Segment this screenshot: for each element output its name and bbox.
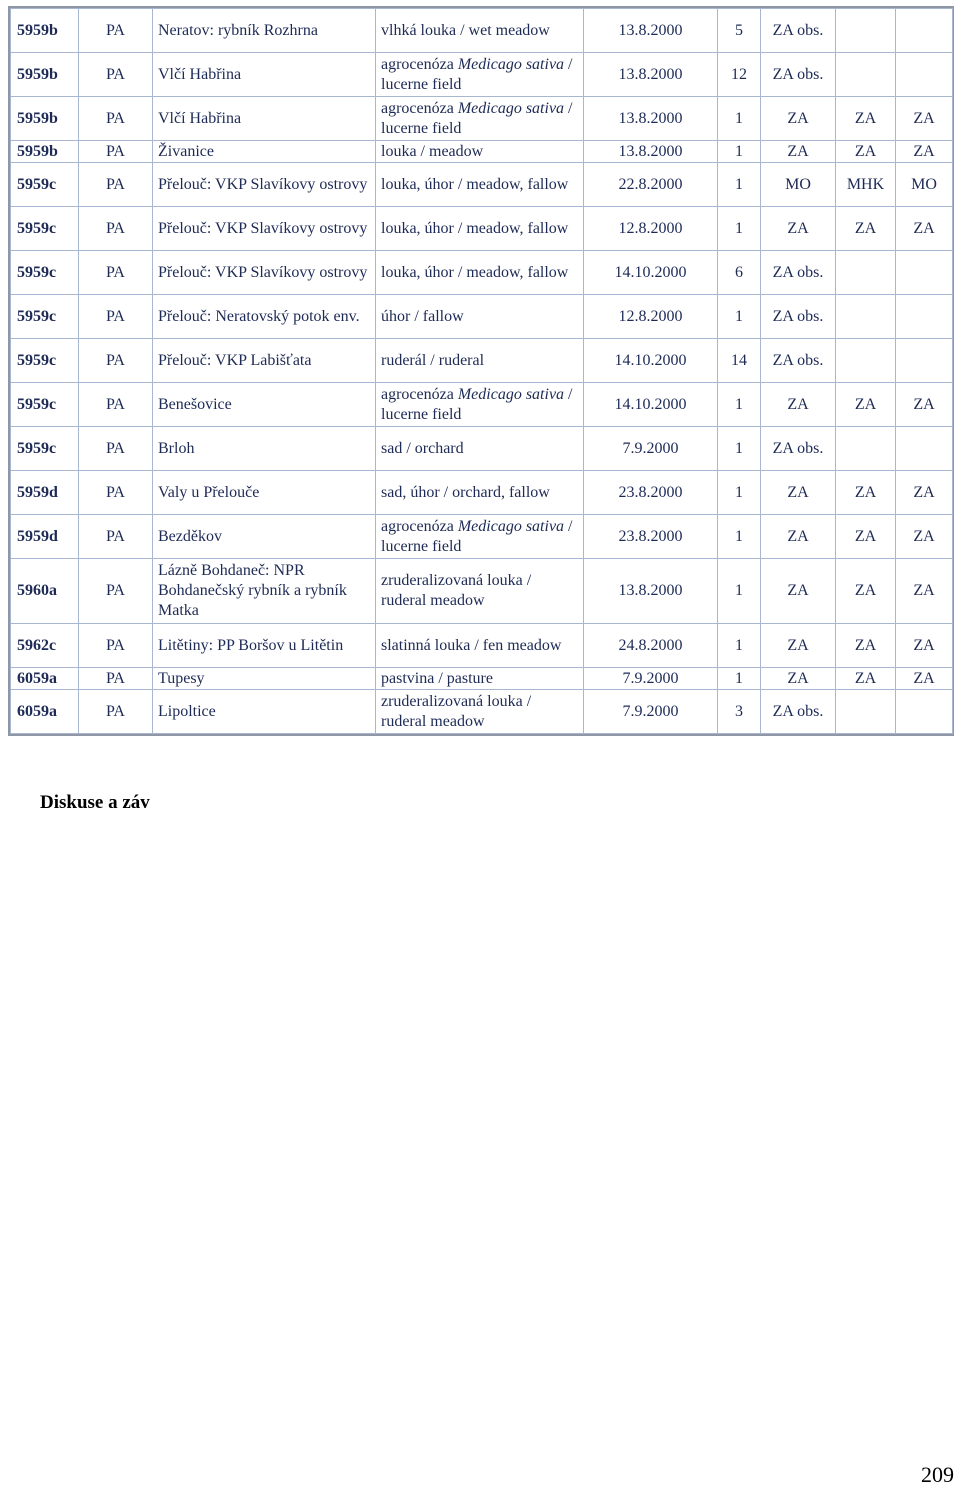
table-row [11, 9, 953, 53]
cell-determiner [836, 427, 896, 471]
cell-grid-code: 5959c [11, 427, 79, 471]
cell-count: 1 [718, 97, 761, 141]
cell-count: 1 [718, 163, 761, 207]
records-table-body [11, 9, 953, 734]
cell-habitat: pastvina / pasture [376, 668, 584, 690]
cell-habitat: louka, úhor / meadow, fallow [376, 251, 584, 295]
habitat-species-name: Medicago sativa [457, 55, 565, 73]
table-row [11, 690, 953, 734]
cell-collector: ZA obs. [761, 251, 836, 295]
cell-region: PA [79, 624, 153, 668]
cell-region: PA [79, 53, 153, 97]
cell-collection: ZA [896, 97, 953, 141]
cell-locality: Vlčí Habřina [153, 53, 376, 97]
habitat-prefix: agrocenóza [381, 55, 458, 73]
cell-collection [896, 53, 953, 97]
cell-grid-code: 6059a [11, 668, 79, 690]
cell-habitat: zruderalizovaná louka / ruderal meadow [376, 559, 584, 624]
cell-habitat: louka, úhor / meadow, fallow [376, 207, 584, 251]
cell-collector: ZA [761, 471, 836, 515]
cell-grid-code: 5960a [11, 559, 79, 624]
cell-collection [896, 427, 953, 471]
cell-collection [896, 251, 953, 295]
table-row [11, 668, 953, 690]
cell-determiner: ZA [836, 97, 896, 141]
records-table-frame [8, 6, 954, 736]
cell-date: 13.8.2000 [584, 53, 718, 97]
cell-locality: Brloh [153, 427, 376, 471]
cell-collection: ZA [896, 515, 953, 559]
cell-count: 1 [718, 295, 761, 339]
cell-region: PA [79, 9, 153, 53]
cell-collector: ZA obs. [761, 339, 836, 383]
section-heading: Diskuse a záv [40, 792, 150, 813]
habitat-prefix: agrocenóza [381, 385, 458, 403]
habitat-prefix: agrocenóza [381, 99, 458, 117]
cell-locality: Živanice [153, 141, 376, 163]
cell-date: 12.8.2000 [584, 207, 718, 251]
cell-grid-code: 5962c [11, 624, 79, 668]
habitat-prefix: agrocenóza [381, 517, 458, 535]
cell-collector: ZA obs. [761, 9, 836, 53]
table-row [11, 339, 953, 383]
cell-locality: Vlčí Habřina [153, 97, 376, 141]
cell-date: 13.8.2000 [584, 9, 718, 53]
cell-determiner: ZA [836, 141, 896, 163]
cell-date: 14.10.2000 [584, 251, 718, 295]
cell-date: 12.8.2000 [584, 295, 718, 339]
cell-count: 1 [718, 624, 761, 668]
cell-date: 14.10.2000 [584, 383, 718, 427]
cell-collection: MO [896, 163, 953, 207]
cell-date: 13.8.2000 [584, 97, 718, 141]
cell-collector: ZA [761, 141, 836, 163]
cell-collection: ZA [896, 383, 953, 427]
cell-locality: Přelouč: VKP Slavíkovy ostrovy [153, 207, 376, 251]
cell-habitat: louka, úhor / meadow, fallow [376, 163, 584, 207]
cell-determiner: ZA [836, 668, 896, 690]
cell-date: 14.10.2000 [584, 339, 718, 383]
table-row [11, 624, 953, 668]
cell-determiner [836, 53, 896, 97]
cell-count: 12 [718, 53, 761, 97]
cell-grid-code: 5959b [11, 53, 79, 97]
cell-collector: ZA [761, 97, 836, 141]
table-row [11, 295, 953, 339]
cell-region: PA [79, 427, 153, 471]
cell-region: PA [79, 559, 153, 624]
cell-locality: Benešovice [153, 383, 376, 427]
table-row [11, 163, 953, 207]
cell-locality: Neratov: rybník Rozhrna [153, 9, 376, 53]
table-row [11, 141, 953, 163]
habitat-species-name: Medicago sativa [457, 517, 565, 535]
cell-region: PA [79, 207, 153, 251]
cell-habitat [376, 515, 584, 559]
habitat-suffix: / lucerne field [381, 517, 573, 555]
habitat-suffix: / lucerne field [381, 55, 573, 93]
cell-habitat: ruderál / ruderal [376, 339, 584, 383]
habitat-species-name: Medicago sativa [457, 385, 565, 403]
cell-count: 1 [718, 141, 761, 163]
cell-locality: Přelouč: VKP Slavíkovy ostrovy [153, 251, 376, 295]
cell-grid-code: 5959c [11, 383, 79, 427]
records-table [10, 8, 953, 734]
cell-habitat [376, 383, 584, 427]
cell-count: 1 [718, 471, 761, 515]
cell-collection: ZA [896, 141, 953, 163]
cell-date: 7.9.2000 [584, 668, 718, 690]
table-row [11, 53, 953, 97]
cell-habitat: slatinná louka / fen meadow [376, 624, 584, 668]
cell-region: PA [79, 690, 153, 734]
cell-determiner: ZA [836, 559, 896, 624]
cell-region: PA [79, 295, 153, 339]
cell-count: 1 [718, 559, 761, 624]
page-number: 209 [921, 1462, 954, 1487]
cell-grid-code: 5959c [11, 163, 79, 207]
cell-determiner: ZA [836, 471, 896, 515]
table-row [11, 207, 953, 251]
cell-date: 13.8.2000 [584, 559, 718, 624]
cell-collector: ZA obs. [761, 53, 836, 97]
table-row [11, 251, 953, 295]
cell-collector: ZA [761, 668, 836, 690]
cell-grid-code: 5959b [11, 141, 79, 163]
cell-collector: ZA [761, 559, 836, 624]
cell-collection: ZA [896, 624, 953, 668]
cell-date: 24.8.2000 [584, 624, 718, 668]
cell-habitat: úhor / fallow [376, 295, 584, 339]
cell-count: 6 [718, 251, 761, 295]
cell-locality: Přelouč: VKP Slavíkovy ostrovy [153, 163, 376, 207]
table-row [11, 559, 953, 624]
cell-region: PA [79, 383, 153, 427]
cell-region: PA [79, 668, 153, 690]
table-row [11, 97, 953, 141]
cell-habitat [376, 53, 584, 97]
cell-determiner [836, 295, 896, 339]
cell-count: 3 [718, 690, 761, 734]
cell-determiner: ZA [836, 207, 896, 251]
cell-determiner: ZA [836, 383, 896, 427]
cell-count: 1 [718, 668, 761, 690]
cell-grid-code: 5959c [11, 207, 79, 251]
cell-collection: ZA [896, 207, 953, 251]
cell-locality: Bezděkov [153, 515, 376, 559]
cell-habitat: louka / meadow [376, 141, 584, 163]
cell-determiner [836, 251, 896, 295]
cell-collector: MO [761, 163, 836, 207]
cell-habitat: sad, úhor / orchard, fallow [376, 471, 584, 515]
cell-region: PA [79, 251, 153, 295]
habitat-suffix: / lucerne field [381, 385, 573, 423]
cell-collector: ZA [761, 515, 836, 559]
habitat-suffix: / lucerne field [381, 99, 573, 137]
cell-collector: ZA [761, 207, 836, 251]
cell-date: 7.9.2000 [584, 427, 718, 471]
cell-grid-code: 5959b [11, 97, 79, 141]
cell-count: 14 [718, 339, 761, 383]
cell-collection: ZA [896, 559, 953, 624]
cell-count: 1 [718, 427, 761, 471]
cell-grid-code: 5959c [11, 339, 79, 383]
cell-collector: ZA [761, 383, 836, 427]
cell-locality: Valy u Přelouče [153, 471, 376, 515]
cell-collector: ZA obs. [761, 427, 836, 471]
cell-grid-code: 5959d [11, 471, 79, 515]
cell-region: PA [79, 339, 153, 383]
cell-habitat: sad / orchard [376, 427, 584, 471]
cell-date: 22.8.2000 [584, 163, 718, 207]
cell-locality: Přelouč: Neratovský potok env. [153, 295, 376, 339]
cell-grid-code: 5959b [11, 9, 79, 53]
cell-region: PA [79, 97, 153, 141]
cell-collection [896, 9, 953, 53]
cell-locality: Tupesy [153, 668, 376, 690]
cell-determiner: ZA [836, 624, 896, 668]
cell-count: 1 [718, 383, 761, 427]
cell-locality: Lázně Bohdaneč: NPR Bohdanečský rybník a rybník Matka [153, 559, 376, 624]
cell-collection [896, 339, 953, 383]
cell-date: 23.8.2000 [584, 471, 718, 515]
cell-collector: ZA [761, 624, 836, 668]
table-row [11, 427, 953, 471]
cell-habitat: vlhká louka / wet meadow [376, 9, 584, 53]
cell-region: PA [79, 515, 153, 559]
cell-habitat [376, 97, 584, 141]
cell-determiner: ZA [836, 515, 896, 559]
cell-locality: Litětiny: PP Boršov u Litětin [153, 624, 376, 668]
cell-count: 1 [718, 207, 761, 251]
habitat-species-name: Medicago sativa [457, 99, 565, 117]
cell-determiner [836, 9, 896, 53]
cell-grid-code: 6059a [11, 690, 79, 734]
cell-date: 13.8.2000 [584, 141, 718, 163]
cell-collection [896, 295, 953, 339]
table-row [11, 383, 953, 427]
cell-collector: ZA obs. [761, 295, 836, 339]
cell-collection: ZA [896, 668, 953, 690]
cell-date: 23.8.2000 [584, 515, 718, 559]
cell-determiner: MHK [836, 163, 896, 207]
cell-region: PA [79, 163, 153, 207]
cell-locality: Lipoltice [153, 690, 376, 734]
cell-collection: ZA [896, 471, 953, 515]
cell-collection [896, 690, 953, 734]
cell-collector: ZA obs. [761, 690, 836, 734]
cell-grid-code: 5959c [11, 295, 79, 339]
table-row [11, 515, 953, 559]
cell-determiner [836, 339, 896, 383]
cell-locality: Přelouč: VKP Labišťata [153, 339, 376, 383]
table-row [11, 471, 953, 515]
cell-count: 1 [718, 515, 761, 559]
cell-habitat: zruderalizovaná louka / ruderal meadow [376, 690, 584, 734]
cell-grid-code: 5959c [11, 251, 79, 295]
cell-determiner [836, 690, 896, 734]
cell-grid-code: 5959d [11, 515, 79, 559]
cell-region: PA [79, 471, 153, 515]
cell-region: PA [79, 141, 153, 163]
cell-date: 7.9.2000 [584, 690, 718, 734]
cell-count: 5 [718, 9, 761, 53]
